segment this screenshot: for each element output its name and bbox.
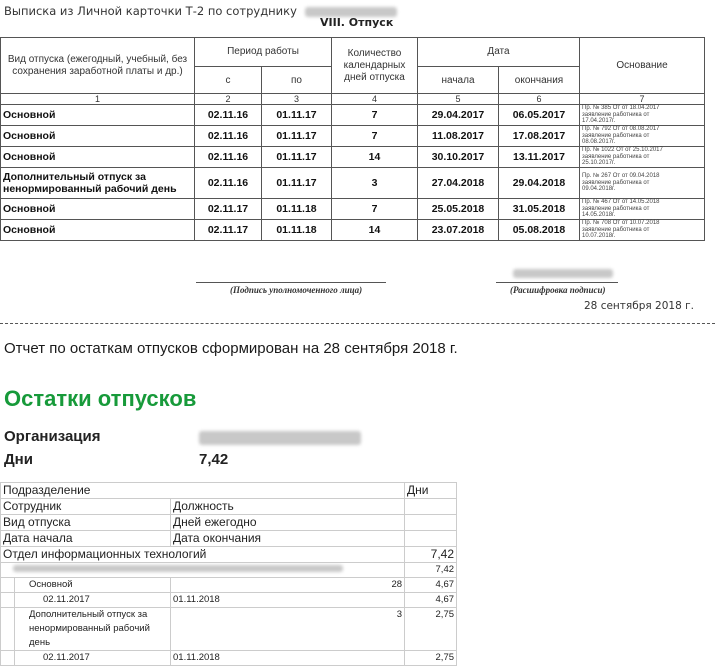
header-kind: Вид отпуска [1, 515, 171, 531]
employee-row [1, 563, 457, 578]
period-start: 02.11.2017 [15, 593, 171, 608]
organization-label: Организация [4, 428, 101, 445]
cell-end: 17.08.2017 [499, 126, 580, 147]
leave-kind: Основной [15, 578, 171, 593]
organization-name-redacted [199, 431, 361, 445]
decoding-caption: (Расшифровка подписи) [510, 285, 606, 295]
col-number: 2 [195, 94, 262, 105]
table-row [1, 105, 705, 126]
cell-basis: Пр. № 267 От от 09.04.2018 заявление работника от 09.04.2018г. [580, 168, 705, 199]
cell-kind: Основной [1, 199, 195, 220]
cell-from: 02.11.16 [195, 105, 262, 126]
department-name: Отдел информационных технологий [1, 547, 405, 563]
header-employee: Сотрудник [1, 499, 171, 515]
cell-from: 02.11.16 [195, 168, 262, 199]
table-row [1, 199, 705, 220]
document-date: 28 сентября 2018 г. [584, 300, 694, 312]
header-days: Дни [405, 483, 457, 499]
col-number: 5 [418, 94, 499, 105]
cell-kind: Основной [1, 126, 195, 147]
report-intro: Отчет по остаткам отпусков сформирован на 28 сентября 2018 г. [4, 340, 458, 357]
cell-kind: Дополнительный отпуск за ненормированный рабочий день [1, 168, 195, 199]
leave-per-year: 28 [171, 578, 405, 593]
vacation-balance-table [0, 482, 457, 666]
cell-start: 25.05.2018 [418, 199, 499, 220]
cell-to: 01.11.18 [262, 220, 332, 241]
cell-start: 11.08.2017 [418, 126, 499, 147]
document-header-text: Выписка из Личной карточки Т-2 по сотруднику [4, 4, 297, 18]
cell-start: 27.04.2018 [418, 168, 499, 199]
period-row [1, 593, 457, 608]
leave-row [1, 578, 457, 593]
days-total: 7,42 [199, 451, 229, 468]
header-date: Дата [418, 38, 580, 67]
cell-basis: Пр. № 792 От от 08.08.2017 заявление работника от 08.08.2017г. [580, 126, 705, 147]
col-number: 4 [332, 94, 418, 105]
leave-kind: Дополнительный отпуск за ненормированный рабочий день [15, 608, 171, 651]
department-days: 7,42 [405, 547, 457, 563]
col-number: 6 [499, 94, 580, 105]
cell-from: 02.11.17 [195, 220, 262, 241]
cell-days: 7 [332, 126, 418, 147]
cell-from: 02.11.16 [195, 126, 262, 147]
header-division: Подразделение [1, 483, 405, 499]
header-date-end: окончания [499, 67, 580, 94]
leave-row [1, 608, 457, 651]
period-start: 02.11.2017 [15, 651, 171, 666]
cell-end: 31.05.2018 [499, 199, 580, 220]
cell-days: 14 [332, 147, 418, 168]
cell-end: 06.05.2017 [499, 105, 580, 126]
table-row [1, 168, 705, 199]
cell-kind: Основной [1, 147, 195, 168]
table-row [1, 147, 705, 168]
cell-end: 29.04.2018 [499, 168, 580, 199]
section-divider [0, 323, 715, 324]
header-period: Период работы [195, 38, 332, 67]
header-date-start: начала [418, 67, 499, 94]
cell-basis: Пр. № 1022 От от 25.10.2017 заявление работника от 25.10.2017г. [580, 147, 705, 168]
employee-name-redacted [305, 7, 397, 17]
cell-start: 29.04.2017 [418, 105, 499, 126]
cell-days: 7 [332, 199, 418, 220]
header-basis: Основание [580, 38, 705, 94]
cell-from: 02.11.16 [195, 147, 262, 168]
cell-days: 14 [332, 220, 418, 241]
cell-start: 30.10.2017 [418, 147, 499, 168]
period-row [1, 651, 457, 666]
header-start: Дата начала [1, 531, 171, 547]
period-end: 01.11.2018 [171, 651, 405, 666]
signature-line [196, 282, 386, 283]
leave-days: 4,67 [405, 578, 457, 593]
cell-from: 02.11.17 [195, 199, 262, 220]
days-label: Дни [4, 451, 33, 468]
header-period-from: с [195, 67, 262, 94]
header-position: Должность [171, 499, 405, 515]
period-end: 01.11.2018 [171, 593, 405, 608]
header-days: Количество календарных дней отпуска [332, 38, 418, 94]
cell-to: 01.11.17 [262, 105, 332, 126]
period-days: 2,75 [405, 651, 457, 666]
signatory-name-redacted [513, 269, 613, 278]
leave-days: 2,75 [405, 608, 457, 651]
table-row [1, 126, 705, 147]
decoding-line [496, 282, 618, 283]
signature-caption: (Подпись уполномоченного лица) [230, 285, 363, 295]
department-row [1, 547, 457, 563]
cell-basis: Пр. № 708 От от 10.07.2018 заявление работника от 10.07.2018г. [580, 220, 705, 241]
vacation-history-table [0, 37, 705, 241]
cell-to: 01.11.17 [262, 168, 332, 199]
cell-days: 3 [332, 168, 418, 199]
header-period-to: по [262, 67, 332, 94]
cell-kind: Основной [1, 220, 195, 241]
cell-end: 13.11.2017 [499, 147, 580, 168]
cell-kind: Основной [1, 105, 195, 126]
employee-days: 7,42 [405, 563, 457, 578]
col-number: 7 [580, 94, 705, 105]
table-row [1, 220, 705, 241]
period-days: 4,67 [405, 593, 457, 608]
cell-to: 01.11.17 [262, 126, 332, 147]
section-title: VIII. Отпуск [320, 16, 394, 29]
employee-redacted [13, 565, 343, 572]
cell-days: 7 [332, 105, 418, 126]
col-number: 3 [262, 94, 332, 105]
col-number: 1 [1, 94, 195, 105]
cell-basis: Пр. № 467 От от 14.05.2018 заявление работника от 14.05.2018г. [580, 199, 705, 220]
header-end: Дата окончания [171, 531, 405, 547]
header-per-year: Дней ежегодно [171, 515, 405, 531]
cell-start: 23.07.2018 [418, 220, 499, 241]
cell-to: 01.11.18 [262, 199, 332, 220]
cell-basis: Пр. № 385 От от 18.04.2017 заявление работника от 17.04.2017г. [580, 105, 705, 126]
header-kind: Вид отпуска (ежегодный, учебный, без сохранения заработной платы и др.) [1, 38, 195, 94]
cell-end: 05.08.2018 [499, 220, 580, 241]
report-title: Остатки отпусков [4, 386, 197, 411]
leave-per-year: 3 [171, 608, 405, 651]
cell-to: 01.11.17 [262, 147, 332, 168]
